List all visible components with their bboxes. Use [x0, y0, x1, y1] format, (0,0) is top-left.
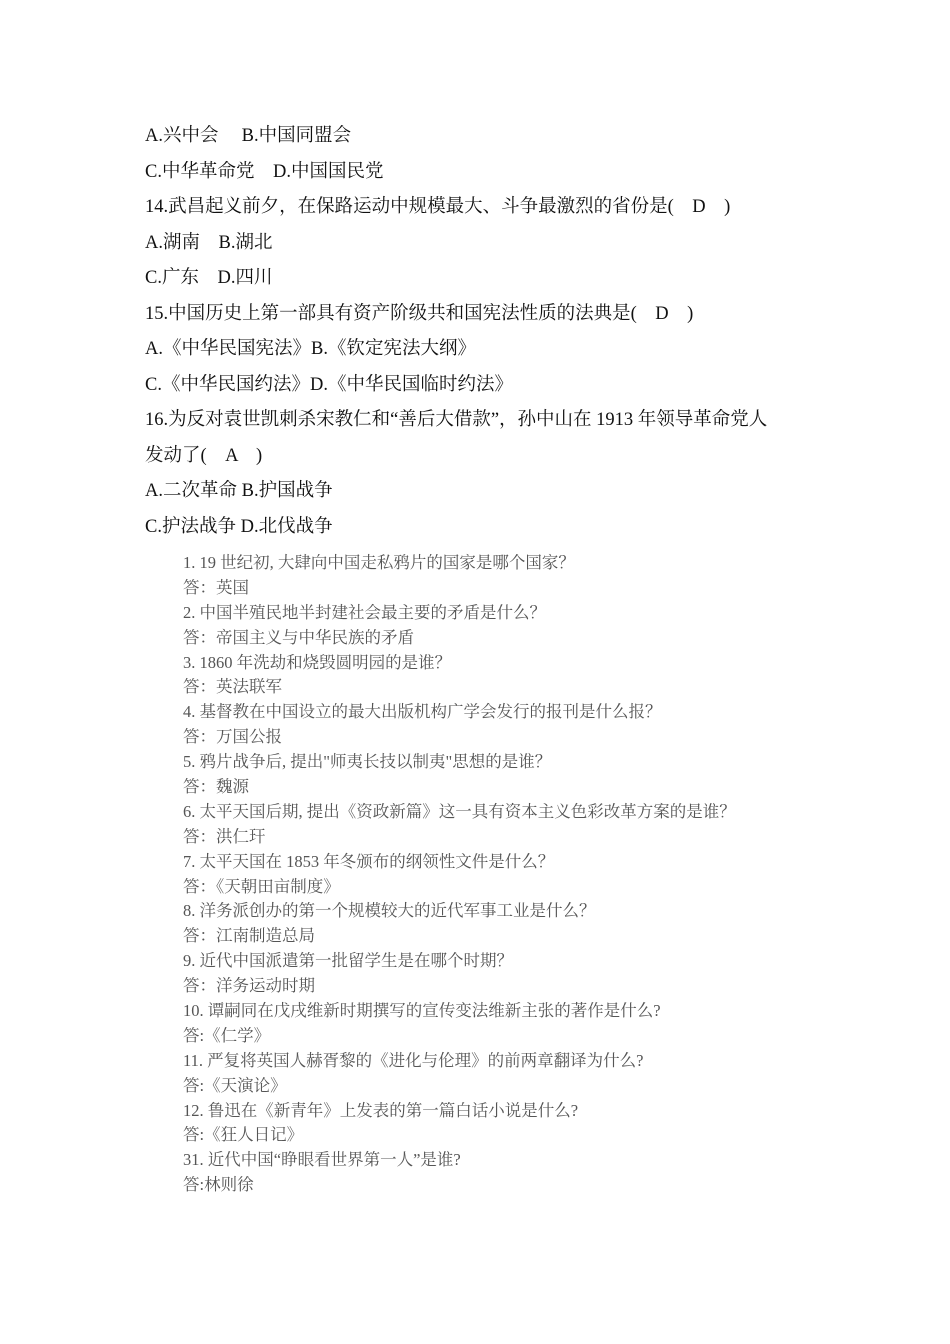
option-line: A.二次革命 B.护国战争 [145, 481, 333, 501]
option-line: C.广东 D.四川 [145, 268, 273, 288]
option-line: A.湖南 B.湖北 [145, 232, 273, 253]
qa-question: 7. 太平天国在 1853 年冬颁布的纲领性文件是什么？ [183, 851, 555, 871]
option-line: A.《中华民国宪法》B.《钦定宪法大纲》 [145, 339, 476, 359]
question-line: 16.为反对袁世凯刺杀宋教仁和“善后大借款”，孙中山在 1913 年领导革命党人 [145, 410, 768, 430]
qa-answer: 答：万国公报 [183, 727, 282, 747]
question-line: 发动了( A ) [145, 445, 263, 466]
qa-answer: 答：江南制造总局 [183, 926, 315, 946]
qa-question: 1. 19 世纪初, 大肆向中国走私鸦片的国家是哪个国家？ [183, 553, 575, 572]
qa-question: 5. 鸦片战争后, 提出"师夷长技以制夷"思想的是谁？ [183, 752, 552, 772]
qa-answer: 答：洪仁玕 [183, 826, 266, 846]
qa-question: 3. 1860 年洗劫和烧毁圆明园的是谁？ [183, 652, 452, 672]
qa-section [183, 551, 863, 1198]
qa-question: 11. 严复将英国人赫胥黎的《进化与伦理》的前两章翻译为什么? [183, 1050, 644, 1070]
qa-answer: 答：帝国主义与中华民族的矛盾 [183, 627, 414, 647]
qa-question: 6. 太平天国后期, 提出《资政新篇》这一具有资本主义色彩改革方案的是谁？ [183, 801, 736, 821]
option-line: C.中华革命党 D.中国国民党 [145, 161, 384, 182]
qa-question: 2. 中国半殖民地半封建社会最主要的矛盾是什么？ [183, 602, 546, 622]
qa-answer: 答:《狂人日记》 [183, 1125, 304, 1145]
option-line: A.兴中会 B.中国同盟会 [145, 126, 352, 146]
multiple-choice-section [145, 119, 845, 545]
qa-answer: 答：英法联军 [183, 677, 282, 697]
question-line: 14.武昌起义前夕，在保路运动中规模最大、斗争最激烈的省份是( D ) [145, 197, 731, 217]
qa-answer: 答：《天朝田亩制度》 [183, 876, 340, 896]
option-line: C.《中华民国约法》D.《中华民国临时约法》 [145, 374, 513, 395]
qa-question: 10. 谭嗣同在戊戌维新时期撰写的宣传变法维新主张的著作是什么? [183, 1001, 661, 1021]
qa-answer: 答：英国 [183, 577, 249, 597]
qa-answer: 答:林则徐 [183, 1175, 254, 1195]
question-line: 15.中国历史上第一部具有资产阶级共和国宪法性质的法典是( D ) [145, 303, 694, 324]
qa-question: 8. 洋务派创办的第一个规模较大的近代军事工业是什么？ [183, 901, 596, 921]
qa-question: 12. 鲁迅在《新青年》上发表的第一篇白话小说是什么? [183, 1100, 579, 1120]
qa-question: 4. 基督教在中国设立的最大出版机构广学会发行的报刊是什么报？ [183, 702, 662, 722]
qa-answer: 答：魏源 [183, 777, 249, 797]
qa-question: 31. 近代中国“睁眼看世界第一人”是谁? [183, 1150, 461, 1170]
qa-answer: 答:《天演论》 [183, 1075, 287, 1095]
option-line: C.护法战争 D.北伐战争 [145, 516, 333, 537]
qa-question: 9. 近代中国派遣第一批留学生是在哪个时期？ [183, 951, 513, 971]
qa-answer: 答:《仁学》 [183, 1025, 271, 1045]
qa-answer: 答：洋务运动时期 [183, 976, 315, 996]
